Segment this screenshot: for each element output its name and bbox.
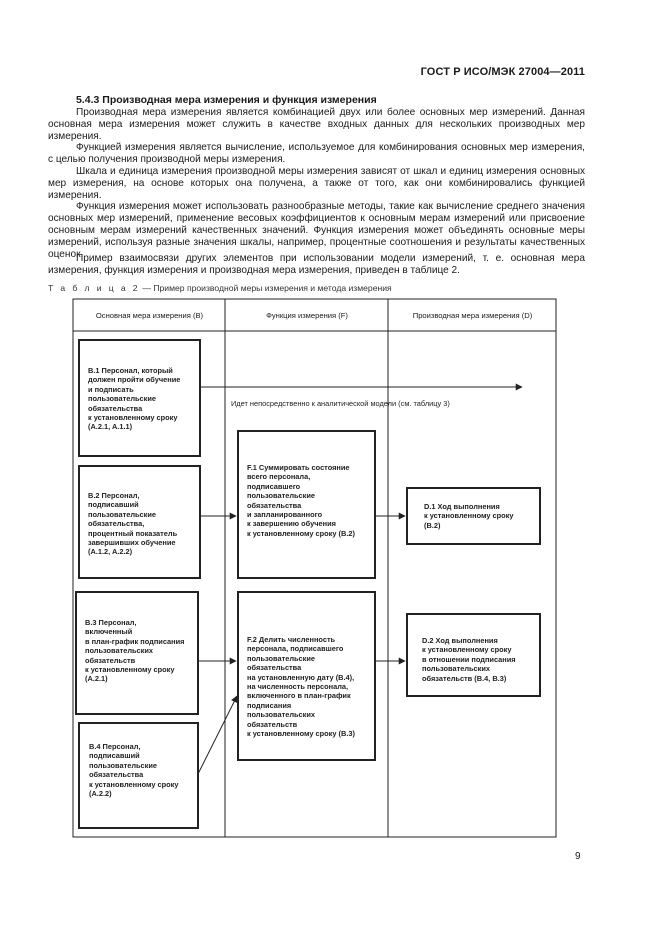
arrow-b4-f2 [198,696,237,774]
base-measure-b3-text: B.3 Персонал, включенный в план-график подписания пользовательских обязательств к установленному сроку (A.2.1) [85,618,185,684]
base-measure-b2-text: B.2 Персонал, подписавший пользовательские обязательства, процентный показатель завершивших обучение (A.1.2, A.2.2) [88,491,178,557]
function-f1-text: F.1 Суммировать состояние всего персонала, подписавшего пользовательские обязательства и запланированного к завершению обучения к установленному сроку (B.2) [247,463,355,538]
document-id: ГОСТ Р ИСО/МЭК 27004—2011 [420,66,585,78]
derived-d1-text: D.1 Ход выполнения к установленному сроку (B.2) [424,502,514,530]
table-caption-label: Т а б л и ц а 2 [48,283,140,293]
base-measure-b4-text: B.4 Персонал, подписавший пользовательские обязательства к установленному сроку (A.2.2) [89,742,179,799]
column-header-base: Основная мера измерения (B) [95,311,204,320]
page-number: 9 [575,851,581,862]
derived-d2-text: D.2 Ход выполнения к установленному сроку в отношении подписания пользовательских обязательств (B.4, B.3) [422,636,516,683]
column-header-function: Функция измерения (F) [266,311,348,320]
paragraph: Функция измерения может использовать разнообразные методы, такие как вычисление среднего значения основных мер измерений, применение весовых коэффициентов к основным мерам измерений или присвоение основным мерам измерений качественных значений. Функция измерения может объединять основные меры измерений, используя разные значения шкалы, например, процентные соотношения и результаты качественных оценок. [48,201,585,260]
table-caption-text: — Пример производной меры измерения и метода измерения [139,283,392,293]
section-title: 5.4.3 Производная мера измерения и функция измерения [76,94,377,106]
paragraph: Производная мера измерения является комбинацией двух или более основных мер измерений. Данная основная мера измерения может служить в качестве входных данных для нескольких производных мер измерения. [48,107,585,142]
paragraph: Функцией измерения является вычисление, используемое для комбинирования основных мер измерения, с целью получения производной меры измерения. [48,142,585,165]
paragraph: Пример взаимосвязи других элементов при использовании модели измерений, т. е. основная мера измерения, функция измерения и производная мера измерения, приведен в таблице 2. [48,253,585,276]
base-measure-b1-text: B.1 Персонал, который должен пройти обучение и подписать пользовательские обязательства к установленному сроку (A.2.1, A.1.1) [88,366,181,432]
column-header-derived: Производная мера измерения (D) [412,311,533,320]
paragraph: Шкала и единица измерения производной меры измерения зависят от шкал и единиц измерения основных мер измерения, на основе которых она получена, а также от того, как они комбинировались функцией измерения. [48,166,585,201]
bypass-note: Идет непосредственно к аналитической модели (см. таблицу 3) [231,399,450,408]
function-f2-text: F.2 Делить численность персонала, подписавшего пользовательские обязательства на установленную дату (B.4), на численность персонала, включенного в план-график подписания пользовательских обязательств к установленному сроку (B.3) [247,635,355,739]
